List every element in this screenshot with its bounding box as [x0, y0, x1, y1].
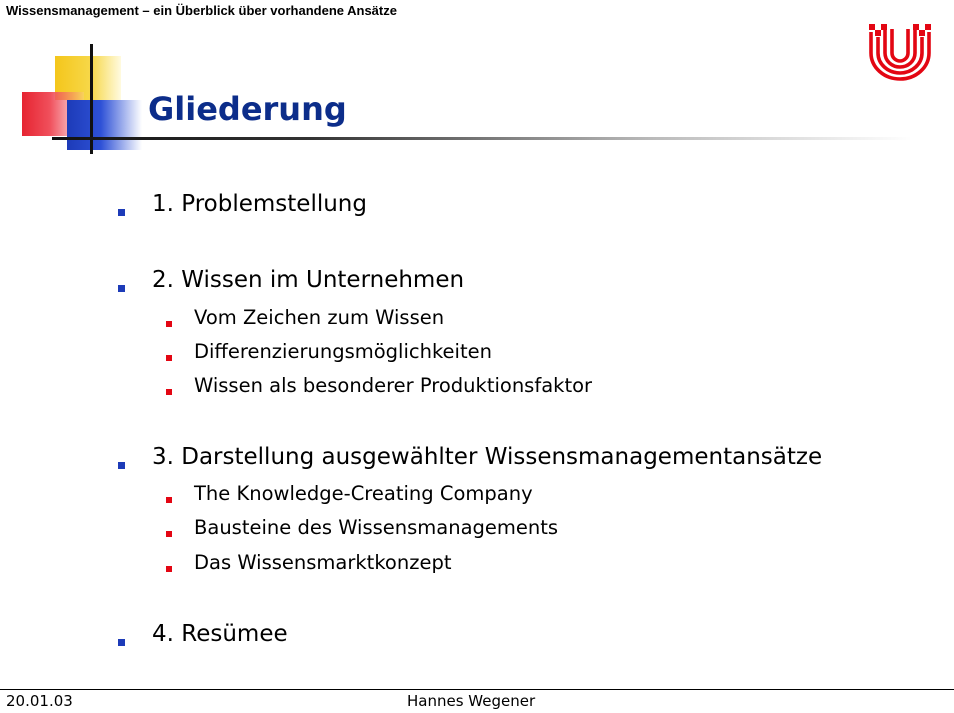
title-underline	[52, 137, 912, 140]
bullet-square-icon	[118, 285, 125, 292]
outline-item: 2. Wissen im Unternehmen	[152, 267, 465, 293]
sub-bullet-square-icon	[166, 531, 172, 537]
outline-subitem: Differenzierungsmöglichkeiten	[194, 340, 492, 363]
sub-bullet-square-icon	[166, 497, 172, 503]
sub-bullet-square-icon	[166, 566, 172, 572]
footer-author: Hannes Wegener	[407, 692, 536, 710]
outline-subitem: Bausteine des Wissensmanagements	[194, 516, 559, 539]
sub-bullet-square-icon	[166, 389, 172, 395]
outline-subitem: Wissen als besonderer Produktionsfaktor	[194, 374, 593, 397]
bullet-square-icon	[118, 462, 125, 469]
slide-title: Gliederung	[148, 90, 347, 128]
header-title: Wissensmanagement – ein Überblick über vorhandene Ansätze	[6, 3, 397, 18]
sub-bullet-square-icon	[166, 355, 172, 361]
university-logo-icon	[868, 23, 932, 81]
outline-subitem: Das Wissensmarktkonzept	[194, 551, 452, 574]
outline-subitem: Vom Zeichen zum Wissen	[194, 306, 445, 329]
footer-divider	[0, 689, 954, 690]
outline-item: 1. Problemstellung	[152, 191, 367, 217]
outline-subitem: The Knowledge-Creating Company	[194, 482, 533, 505]
outline-item: 4. Resümee	[152, 621, 288, 647]
decorative-blue-square	[67, 100, 142, 150]
bullet-square-icon	[118, 209, 125, 216]
bullet-square-icon	[118, 639, 125, 646]
footer-date: 20.01.03	[6, 692, 73, 710]
sub-bullet-square-icon	[166, 321, 172, 327]
outline-item: 3. Darstellung ausgewählter Wissensmanagementansätze	[152, 444, 823, 470]
